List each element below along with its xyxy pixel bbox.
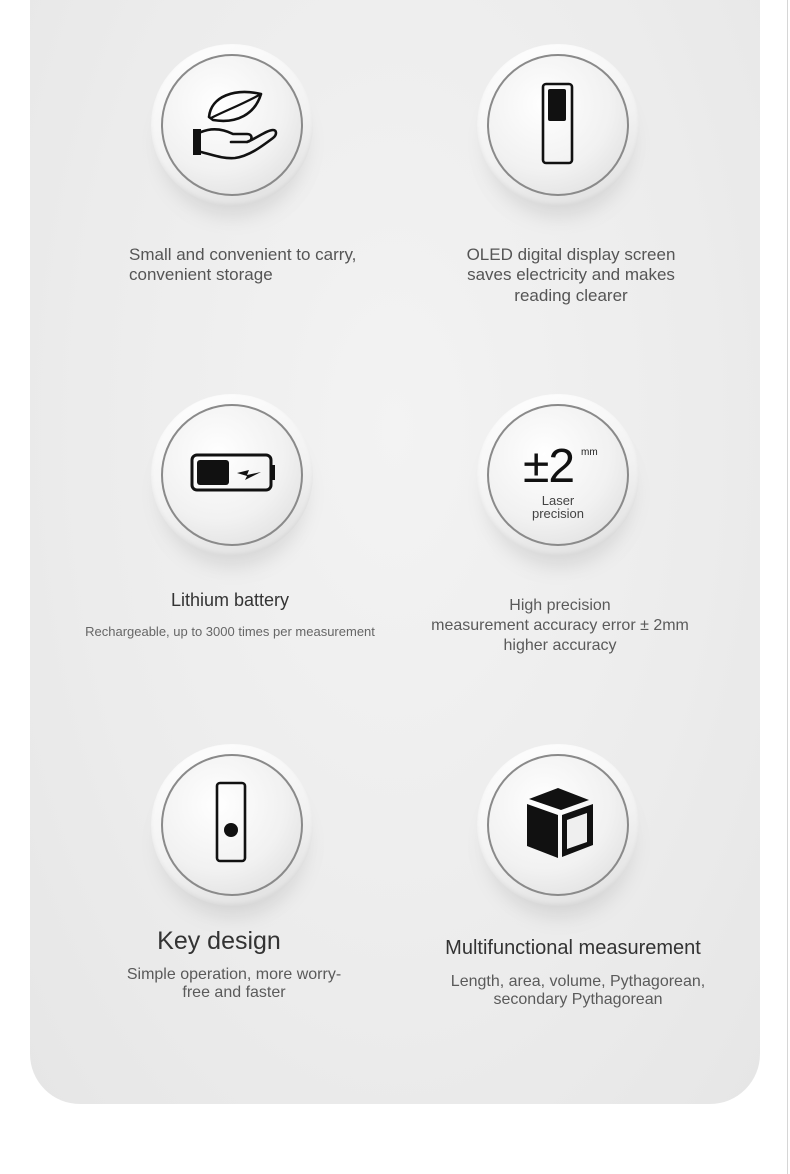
precision-feature-disc [477, 394, 641, 558]
precision-label-2: precision [531, 506, 585, 521]
battery-caption: Rechargeable, up to 3000 times per measurement [85, 624, 375, 639]
precision-icon [477, 394, 639, 556]
battery-charging-icon [151, 394, 313, 556]
oled-feature-disc [477, 44, 641, 208]
oled-device-icon [477, 44, 639, 206]
oled-caption: OLED digital display screen saves electricity and makes reading clearer [466, 245, 676, 305]
key-feature-disc [151, 744, 315, 908]
precision-unit: mm [581, 447, 598, 458]
hand-leaf-icon [151, 44, 313, 206]
precision-caption: High precision measurement accuracy error ± 2mm higher accuracy [431, 597, 689, 654]
multi-feature-disc [477, 744, 641, 908]
key-caption: Simple operation, more worry- free and faster [126, 966, 342, 1001]
features-panel [30, 0, 760, 1104]
page-edge-divider [787, 0, 788, 1174]
portable-caption: Small and convenient to carry, convenient storage [129, 245, 357, 285]
battery-feature-disc [151, 394, 315, 558]
portable-feature-disc [151, 44, 315, 208]
precision-label-1: Laser [541, 493, 575, 508]
multi-caption: Length, area, volume, Pythagorean, secondary Pythagorean [450, 973, 706, 1008]
key-button-icon [151, 744, 313, 906]
multi-title: Multifunctional measurement [445, 937, 701, 959]
precision-value: ±2 [523, 440, 575, 493]
battery-title: Lithium battery [170, 590, 290, 610]
cube-icon [477, 744, 639, 906]
key-title: Key design [157, 927, 281, 955]
